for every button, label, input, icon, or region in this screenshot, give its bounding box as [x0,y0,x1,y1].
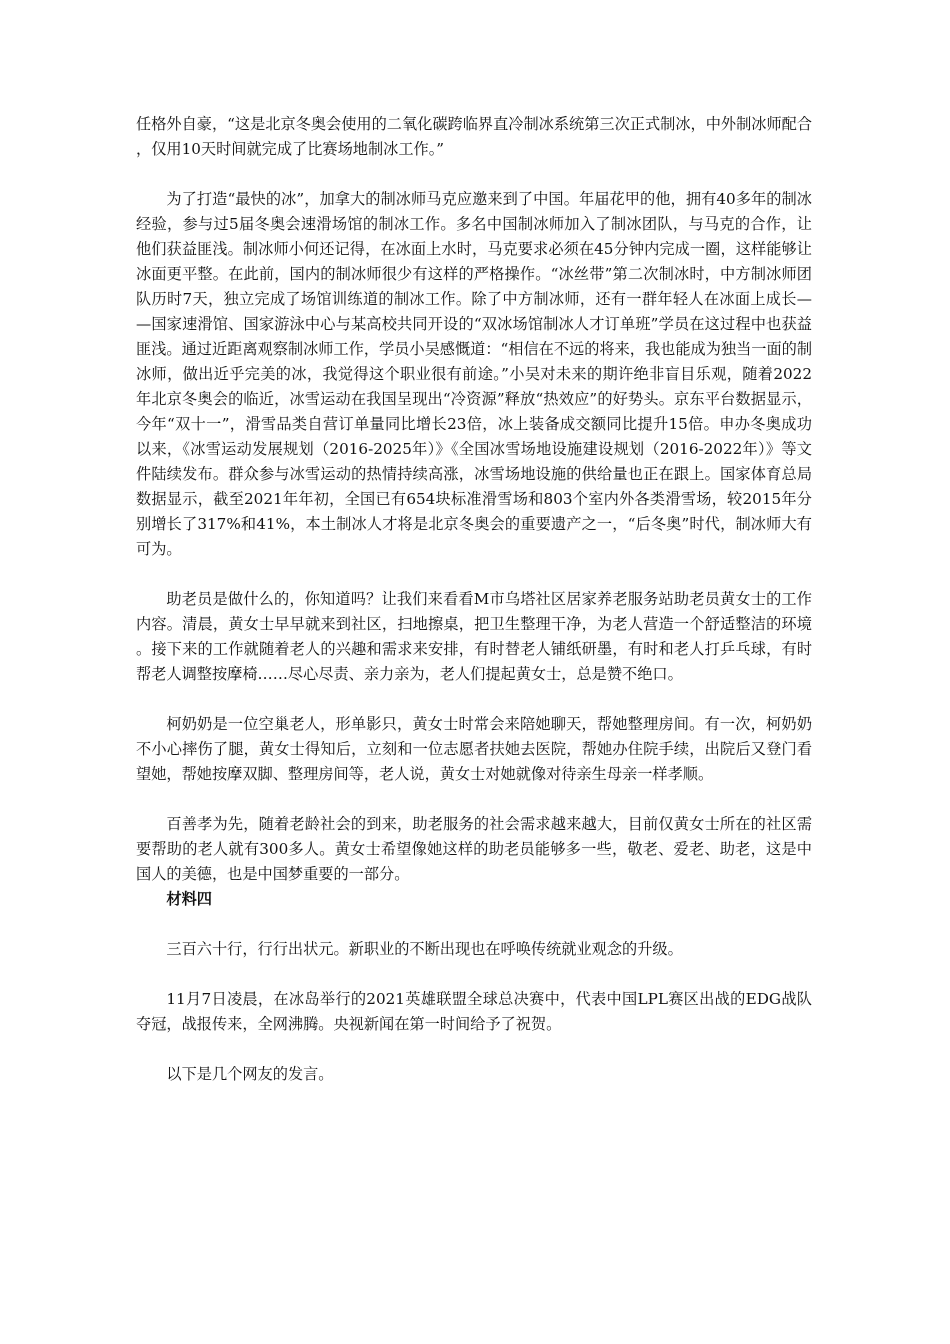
section-heading: 材料四 [166,890,212,908]
document-body [136,112,812,1087]
paragraph-edg-victory: 11月7日凌晨，在冰岛举行的2021英雄联盟全球总决赛中，代表中国LPL赛区出战的EDG战队夺冠，战报传来，全网沸腾。央视新闻在第一时间给予了祝贺。 [136,990,812,1033]
paragraph-new-careers: 三百六十行，行行出状元。新职业的不断出现也在呼唤传统就业观念的升级。 [166,940,683,958]
paragraph-grandma-ke: 柯奶奶是一位空巢老人，形单影只，黄女士时常会来陪她聊天，帮她整理房间。有一次，柯奶奶不小心摔伤了腿，黄女士得知后，立刻和一位志愿者扶她去医院，帮她办住院手续，出院后又登门看望她，帮她按摩双脚、整理房间等，老人说，黄女士对她就像对待亲生母亲一样孝顺。 [136,715,812,783]
paragraph-elderly-assistant: 助老员是做什么的，你知道吗？让我们来看看M市乌塔社区居家养老服务站助老员黄女士的工作内容。清晨，黄女士早早就来到社区，扫地擦桌，把卫生整理干净，为老人营造一个舒适整洁的环境。接下来的工作就随着老人的兴趣和需求来安排，有时替老人铺纸研墨，有时和老人打乒乓球，有时帮老人调整按摩椅……尽心尽责、亲力亲为，老人们提起黄女士，总是赞不绝口。 [136,590,812,683]
paragraph-netizens: 以下是几个网友的发言。 [166,1065,334,1083]
paragraph-continued-ice-making: 任格外自豪，“这是北京冬奥会使用的二氧化碳跨临界直冷制冰系统第三次正式制冰，中外制冰师配合，仅用10天时间就完成了比赛场地制冰工作。” [136,115,813,158]
paragraph-ice-maker-mark: 为了打造“最快的冰”，加拿大的制冰师马克应邀来到了中国。年届花甲的他，拥有40多年的制冰经验，参与过5届冬奥会速滑场馆的制冰工作。多名中国制冰师加入了制冰团队，与马克的合作，让他们获益匪浅。制冰师小何还记得，在冰面上水时，马克要求必须在45分钟内完成一圈，这样能够让冰面更平整。在此前，国内的制冰师很少有这样的严格操作。“冰丝带”第二次制冰时，中方制冰师团队历时7天，独立完成了场馆训练道的制冰工作。除了中方制冰师，还有一群年轻人在冰面上成长——国家速滑馆、国家游泳中心与某高校共同开设的“双冰场馆制冰人才订单班”学员在这过程中也获益匪浅。通过近距离观察制冰师工作，学员小吴感慨道：“相信在不远的将来，我也能成为独当一面的制冰师，做出近乎完美的冰，我觉得这个职业很有前途。”小吴对未来的期许绝非盲目乐观，随着2022年北京冬奥会的临近，冰雪运动在我国呈现出“冷资源”释放“热效应”的好势头。京东平台数据显示，今年“双十一”，滑雪品类自营订单量同比增长23倍，冰上装备成交额同比提升15倍。申办冬奥成功以来，《冰雪运动发展规划（2016-2025年）》《全国冰雪场地设施建设规划（2016-2022年）》等文件陆续发布。群众参与冰雪运动的热情持续高涨，冰雪场地设施的供给量也正在跟上。国家体育总局数据显示，截至2021年年初，全国已有654块标准滑雪场和803个室内外各类滑雪场，较2015年分别增长了317%和41%，本土制冰人才将是北京冬奥会的重要遗产之一，“后冬奥”时代，制冰师大有可为。 [136,190,813,558]
paragraph-filial-piety: 百善孝为先，随着老龄社会的到来，助老服务的社会需求越来越大，目前仅黄女士所在的社区需要帮助的老人就有300多人。黄女士希望像她这样的助老员能够多一些，敬老、爱老、助老，这是中国人的美德，也是中国梦重要的一部分。 [136,815,812,883]
